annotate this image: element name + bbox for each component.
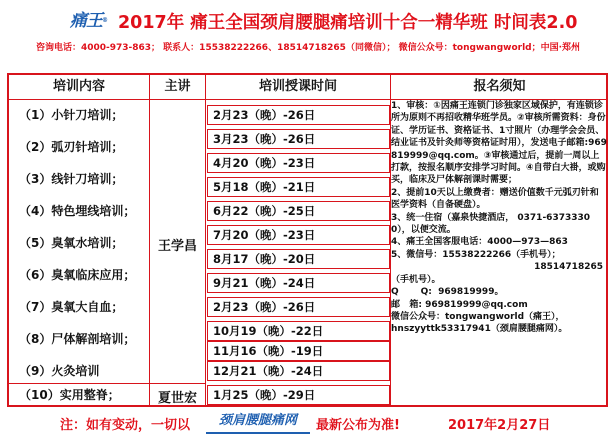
registered-mark: ® [102,17,107,24]
course-item: （4）特色埋线培训； [19,204,136,218]
footer-note: 注：如有变动，一切以 [60,418,191,433]
time-slot: 2月23（晚）-26日 [207,105,390,125]
time-slot: 11月16（晚）-19日 [207,341,390,361]
footer [0,410,616,434]
time-slot: 7月20（晚）-23日 [207,225,390,245]
time-slot: 3月23（晚）-26日 [207,129,390,149]
column-divider [205,75,206,405]
time-slot: 12月21（晚）-24日 [207,361,390,381]
time-slot: 1月25（晚）-29日 [207,385,390,405]
header-time: 培训授课时间 [258,79,337,94]
note-wechat-phone2: 18514718265 [534,262,603,273]
page-title: 2017年 痛王全国颈肩腰腿痛培训十合一精华班 时间表2.0 [118,13,578,33]
note-wechat: 5、微信号：15538222266（手机号）； [391,249,561,260]
logo-text: 痛王 [70,11,102,31]
course-item: （9）火灸培训 [19,364,100,378]
header-course: 培训内容 [52,79,105,94]
course-item: （3）线针刀培训； [19,172,124,186]
course-item: （5）臭氧水培训； [19,236,124,250]
course-item: （6）臭氧临床应用； [19,268,136,282]
time-slot: 4月20（晚）-23日 [207,153,390,173]
time-slot: 5月18（晚）-21日 [207,177,390,197]
teacher-name: 王学昌 [157,239,197,254]
note-accommodation: 3、统一住宿（嘉泉快捷酒店， 0371-63733300），以便交流。 [391,212,591,236]
note-email: 邮 箱: 969819999@qq.com [391,299,528,310]
registration-notes [391,100,607,336]
time-slot: 6月22（晚）-25日 [207,201,390,221]
time-slot: 2月23（晚）-26日 [207,297,390,317]
teacher-name: 夏世宏 [157,391,197,406]
header-teacher: 主讲 [164,79,191,94]
time-slot: 10月19（晚）-22日 [207,321,390,341]
header-notes: 报名须知 [473,79,526,94]
brand-logo [70,8,116,34]
header [0,0,616,70]
schedule-table [7,73,608,407]
note-qq: Q Q: 969819999。 [391,287,504,298]
row-divider [9,383,205,384]
course-item: （2）弧刃针培训； [19,140,124,154]
time-slot: 9月21（晚）-24日 [207,273,390,293]
footer-date: 2017年2月27日 [448,418,551,433]
contact-line: 咨询电话：4000-973-863； 联系人：15538222266、18514718265（同微信）； 微信公众号：tongwangworld；中国·郑州 [35,43,581,53]
note-phone-suffix: （手机号）。 [391,274,441,285]
note-website: hnszyyttk53317941（颈肩腰腿痛网）。 [391,324,568,335]
footer-note-end: 最新公布为准! [316,418,400,433]
course-item: （7）臭氧大自血； [19,300,124,314]
website-logo: 颈肩腰腿痛网 [206,412,310,434]
time-slot: 8月17（晚）-20日 [207,249,390,269]
course-item: （8）尸体解剖培训； [19,332,136,346]
note-review: 1、审核：①因痛王连锁门诊独家区域保护，有连锁诊所为原则不再招收精华班学员。②审核所需资料：身份证、学历证书、资格证书、1寸照片（办理学会会员、结业证书及针灸师等资格证时用），发送电子邮箱:969819999@qq.com。③审核通过后，提前一周以上打款，按报名顺序安排学习时间。④自带白大褂，或购买，临床及尸体解剖课时需要； [391,101,607,186]
course-item: （10）实用整脊； [19,388,120,402]
course-item: （1）小针刀培训； [19,108,124,122]
note-official-account: 微信公众号：tongwangworld（痛王）， [391,311,565,322]
note-hotline: 4、痛王全国客服电话：4000—973—863 [391,237,568,248]
note-early-payment: 2、提前10天以上缴费者：赠送价值数千元弧刃针和医学资料（自备硬盘）。 [391,187,599,211]
